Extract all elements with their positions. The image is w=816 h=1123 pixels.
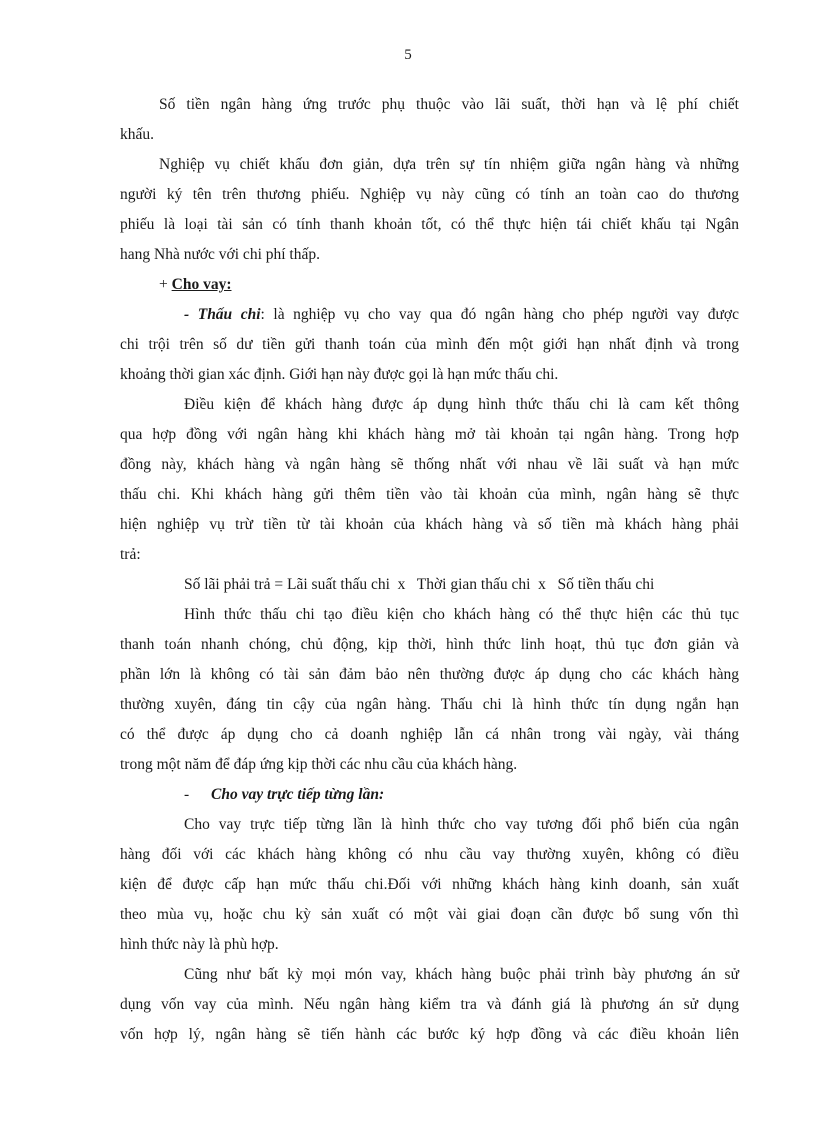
section-heading-cho-vay <box>159 275 231 295</box>
term-definition: : là nghiệp vụ cho vay qua đó ngân hàng cho phép người vay được <box>260 306 739 323</box>
body-line: Nghiệp vụ chiết khấu đơn giản, dựa trên sự tín nhiệm giữa ngân hàng và những <box>159 156 739 173</box>
body-line: Số tiền ngân hàng ứng trước phụ thuộc vào lãi suất, thời hạn và lệ phí chiết <box>159 96 739 113</box>
body-line: theo mùa vụ, hoặc chu kỳ sản xuất có một vài giai đoạn cần được bổ sung vốn thì <box>120 906 739 923</box>
body-line: dụng vốn vay của mình. Nếu ngân hàng kiểm tra và đánh giá là phương án sử dụng <box>120 996 739 1013</box>
formula-line: Số lãi phải trả = Lãi suất thấu chi x Thời gian thấu chi x Số tiền thấu chi <box>184 576 655 593</box>
body-line: phần lớn là không có tài sản đảm bảo nên thường được áp dụng cho các khách hàng <box>120 666 739 683</box>
body-line: trả: <box>120 546 141 563</box>
body-line: khoảng thời gian xác định. Giới hạn này được gọi là hạn mức thấu chi. <box>120 366 559 383</box>
body-line: trong một năm để đáp ứng kịp thời các nhu cầu của khách hàng. <box>120 756 518 773</box>
body-line: thấu chi. Khi khách hàng gửi thêm tiền vào tài khoản của mình, ngân hàng sẽ thực <box>120 486 739 503</box>
body-line: Hình thức thấu chi tạo điều kiện cho khách hàng có thể thực hiện các thủ tục <box>184 606 739 623</box>
body-line: kiện để được cấp hạn mức thấu chi.Đối với những khách hàng kinh doanh, sản xuất <box>120 876 739 893</box>
heading-prefix: + <box>159 276 172 293</box>
body-line: qua hợp đồng với ngân hàng khi khách hàng mở tài khoản tại ngân hàng. Trong hợp <box>120 426 739 443</box>
body-line-thau-chi <box>184 305 739 325</box>
body-line: Cũng như bất kỳ mọi món vay, khách hàng buộc phải trình bày phương án sử <box>184 966 739 983</box>
body-line: thanh toán nhanh chóng, chủ động, kịp thời, hình thức linh hoạt, thủ tục đơn giản và <box>120 636 739 653</box>
body-line: hình thức này là phù hợp. <box>120 936 279 953</box>
term-thau-chi: - Thấu chi <box>184 306 261 323</box>
body-line: đồng này, khách hàng và ngân hàng sẽ thống nhất với nhau về lãi suất và hạn mức <box>120 456 739 473</box>
body-line: hang Nhà nước với chi phí thấp. <box>120 246 320 263</box>
heading-text: Cho vay: <box>171 276 232 293</box>
body-line: vốn hợp lý, ngân hàng sẽ tiến hành các bước ký hợp đồng và các điều khoản liên <box>120 1026 739 1043</box>
body-line: Cho vay trực tiếp từng lần là hình thức cho vay tương đối phổ biến của ngân <box>184 816 739 833</box>
body-line: khấu. <box>120 126 155 143</box>
page-number: 5 <box>404 47 412 63</box>
body-line: thường xuyên, đáng tin cậy của ngân hàng. Thấu chi là hình thức tín dụng ngắn hạn <box>120 696 739 713</box>
body-line: hàng đối với các khách hàng không có nhu cầu vay thường xuyên, không có điều <box>120 846 739 863</box>
body-line: phiếu là loại tài sản có tính thanh khoản tốt, có thể thực hiện tái chiết khấu tại Ngân <box>120 216 739 233</box>
subheading-cho-vay-truc-tiep: Cho vay trực tiếp từng lần: <box>211 786 385 803</box>
body-line: hiện nghiệp vụ trừ tiền từ tài khoản của khách hàng và số tiền mà khách hàng phải <box>120 516 739 533</box>
body-line: Điều kiện để khách hàng được áp dụng hình thức thấu chi là cam kết thông <box>184 396 739 413</box>
body-line: chi trội trên số dư tiền gửi thanh toán của mình đến một giới hạn nhất định và trong <box>120 336 739 353</box>
body-line: người ký tên trên thương phiếu. Nghiệp vụ này cũng có tính an toàn cao do thương <box>120 186 739 203</box>
body-line: có thể được áp dụng cho cả doanh nghiệp lẫn cá nhân trong vài ngày, vài tháng <box>120 726 739 743</box>
subheading-dash: - <box>184 786 190 803</box>
